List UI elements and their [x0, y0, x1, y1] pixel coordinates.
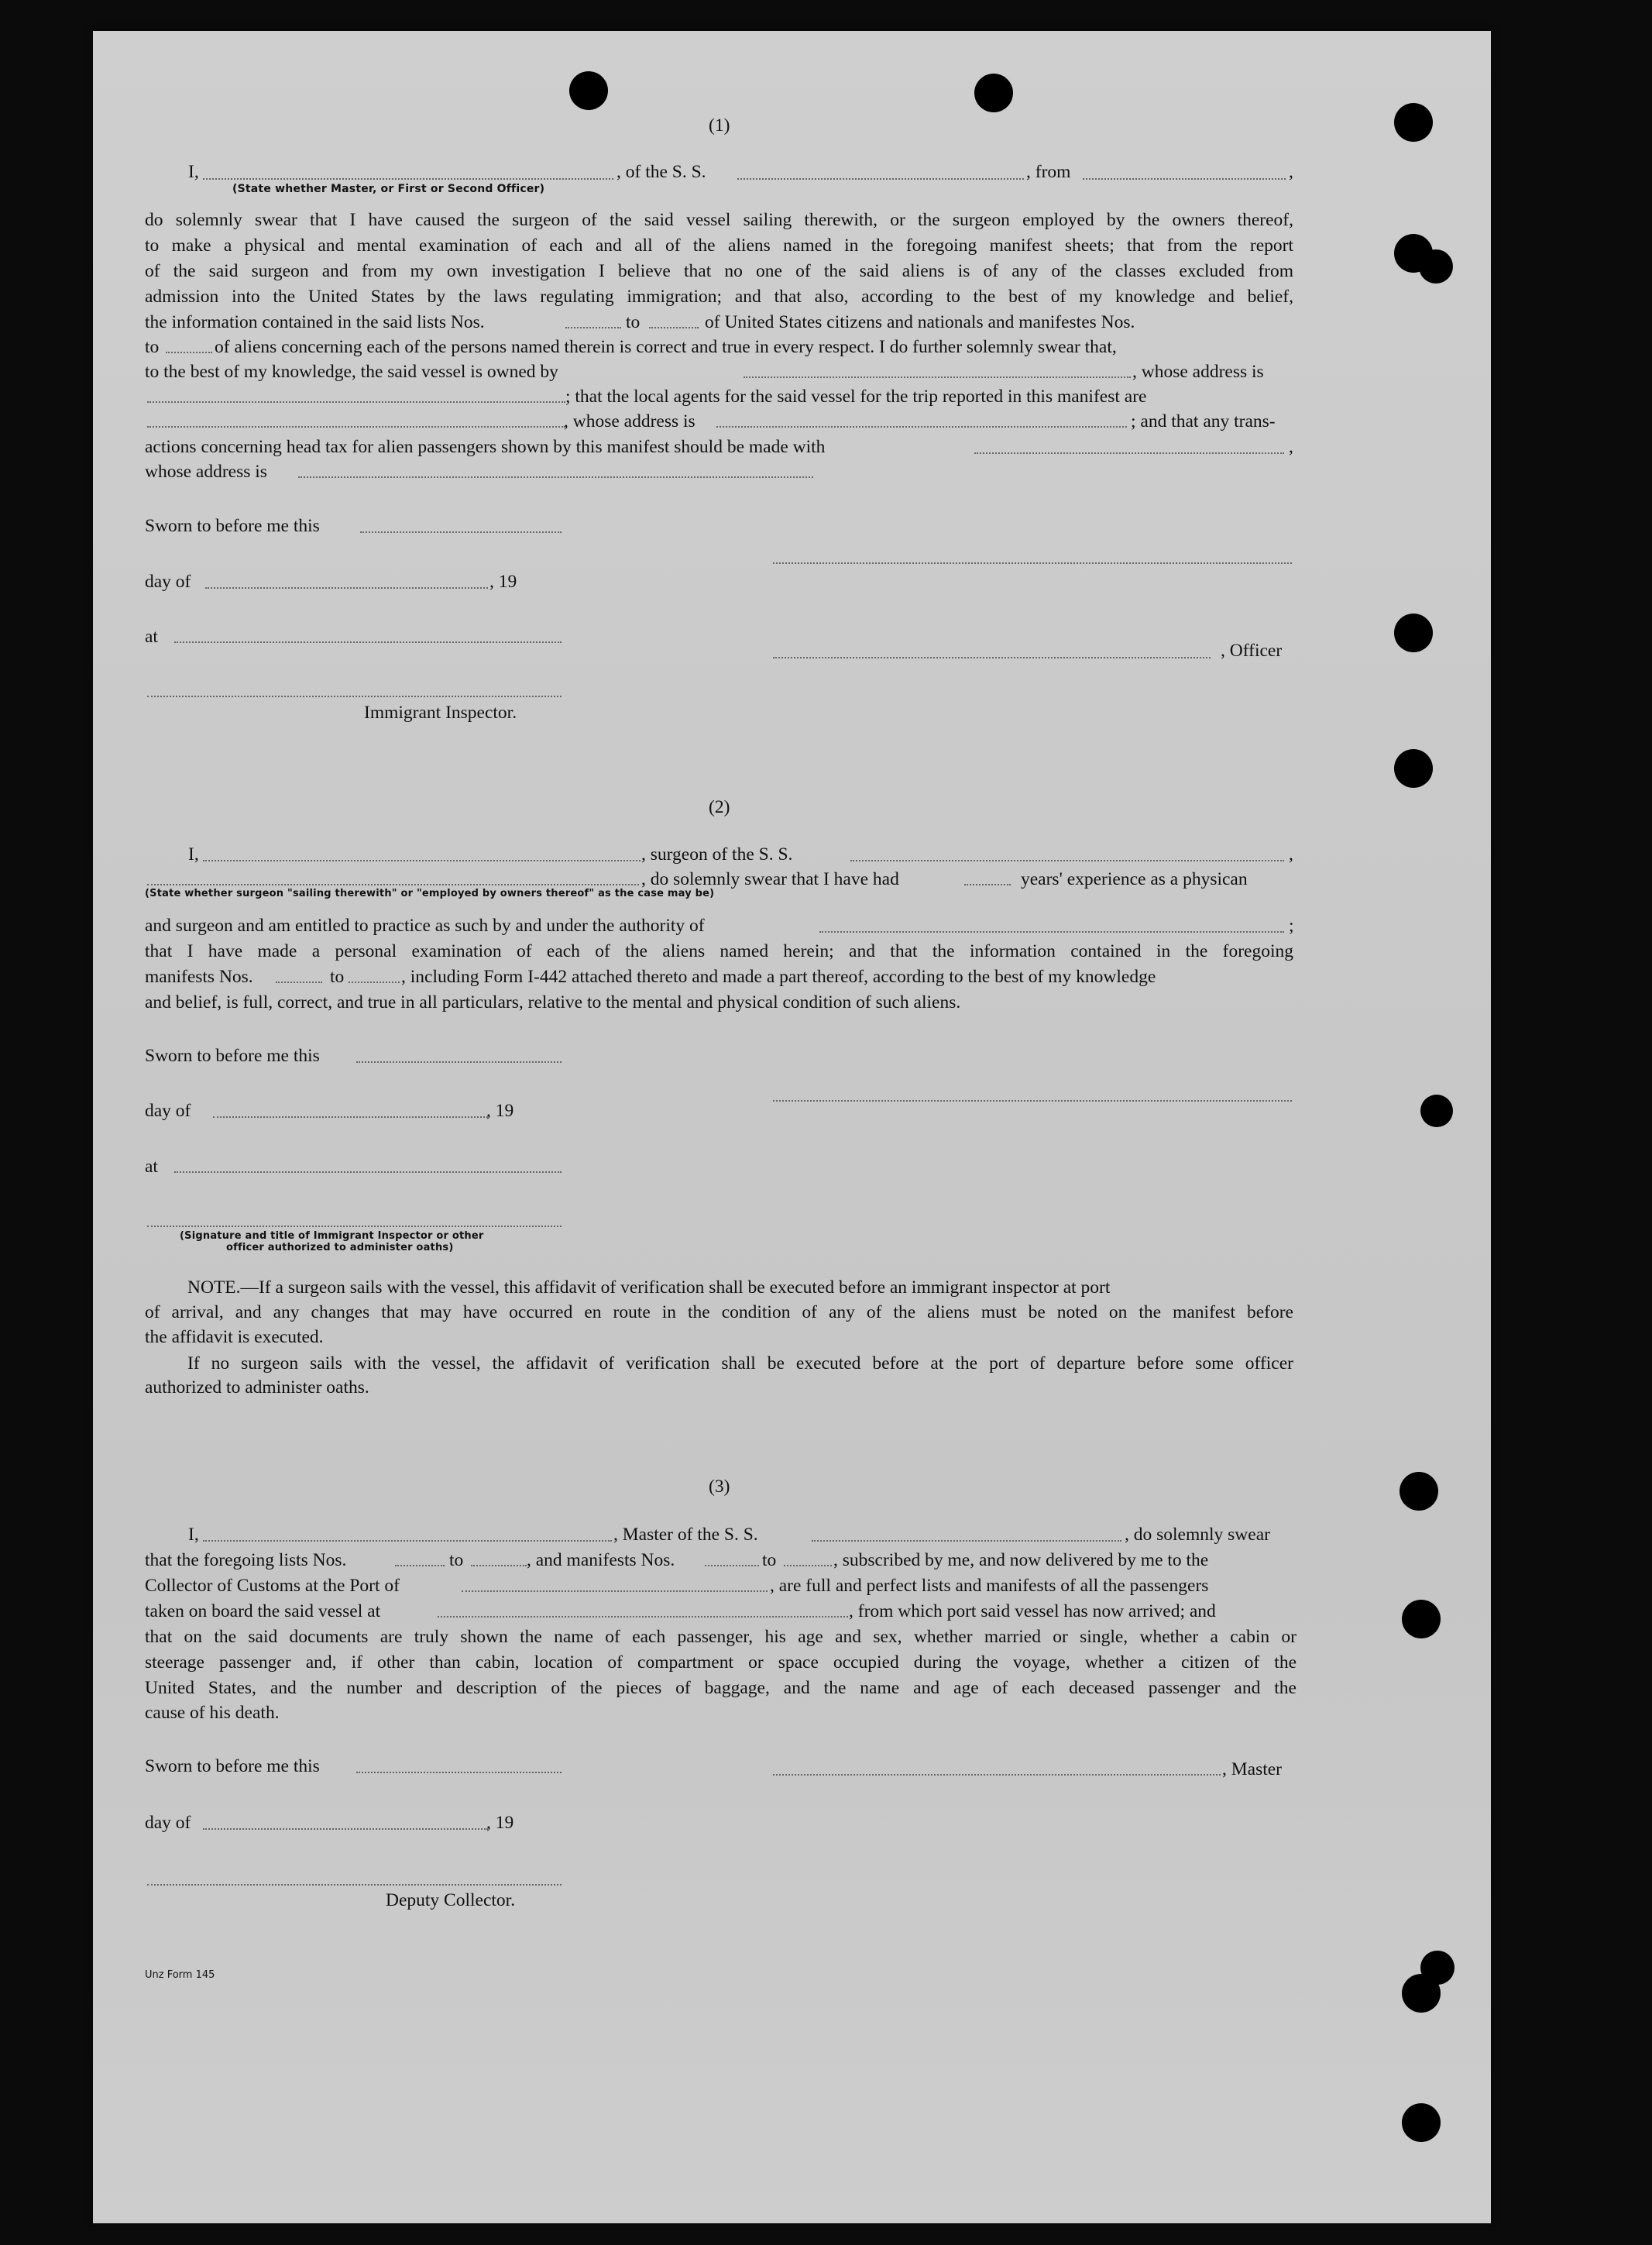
text-line: and belief, is full, correct, and true in all particulars, relative to the mental and physical condition of such aliens. — [145, 992, 961, 1012]
text-line: , do solemnly swear that I have had — [641, 869, 899, 889]
note-text: of arrival, and any changes that may have occurred en route in the condition of any of the aliens must be noted on the manifest before — [145, 1302, 1293, 1322]
text-line: Deputy Collector. — [386, 1890, 516, 1910]
text-line: that on the said documents are truly shown the name of each passenger, his age and sex, whether married or single, whether a cabin or — [145, 1627, 1297, 1647]
text-line: day of — [145, 1101, 191, 1121]
blank-field[interactable] — [744, 376, 1131, 378]
signature-line[interactable] — [773, 562, 1292, 564]
text-line: , 19 — [489, 572, 517, 592]
blank-field[interactable] — [349, 982, 400, 983]
punch-hole — [1402, 1974, 1441, 2013]
text-line: , from which port said vessel has now arrived; and — [849, 1601, 1216, 1621]
punch-hole — [974, 74, 1013, 112]
blank-field[interactable] — [964, 884, 1011, 885]
punch-hole — [1420, 1095, 1453, 1127]
text-line: Immigrant Inspector. — [364, 703, 517, 723]
blank-field[interactable] — [737, 178, 1024, 180]
field-hint: (State whether surgeon "sailing therewith" or "employed by owners thereof" as the case may be) — [145, 888, 715, 899]
text-line: admission into the United States by the laws regulating immigration; and that also, according to the best of my knowledge and belief, — [145, 287, 1293, 307]
text-line: to — [626, 312, 641, 332]
text-line: cause of his death. — [145, 1703, 280, 1723]
blank-field[interactable] — [203, 1828, 488, 1830]
text-line: ; and that any trans- — [1131, 411, 1276, 431]
blank-field[interactable] — [565, 327, 621, 328]
text-line: actions concerning head tax for alien passengers shown by this manifest should be made with — [145, 437, 826, 457]
punch-hole — [1402, 2103, 1441, 2142]
blank-field[interactable] — [784, 1565, 832, 1566]
blank-field[interactable] — [356, 1061, 562, 1063]
text-line: , do solemnly swear — [1125, 1525, 1270, 1545]
blank-field[interactable] — [819, 931, 1284, 933]
text-line: that I have made a personal examination of each of the aliens named herein; and that the information contained in the foregoing — [145, 941, 1293, 961]
text-line: , Master — [1222, 1759, 1283, 1779]
signature-hint: (Signature and title of Immigrant Inspector or other — [180, 1230, 484, 1242]
form-number: Unz Form 145 — [145, 1969, 215, 1981]
blank-field[interactable] — [174, 1171, 562, 1173]
blank-field[interactable] — [812, 1540, 1121, 1542]
text-line: , are full and perfect lists and manifests of all the passengers — [770, 1576, 1209, 1596]
text-line: to — [762, 1550, 777, 1570]
section-number: (1) — [709, 115, 730, 136]
section-number: (2) — [709, 797, 730, 817]
text-line: , surgeon of the S. S. — [641, 844, 793, 865]
field-hint: (State whether Master, or First or Second Officer) — [232, 183, 545, 195]
note-text: If no surgeon sails with the vessel, the affidavit of verification shall be executed before at the port of departure before some officer — [187, 1353, 1293, 1373]
signature-line[interactable] — [773, 1100, 1292, 1102]
text-line: to — [145, 337, 160, 357]
blank-field[interactable] — [395, 1565, 445, 1566]
text-line: to — [330, 967, 345, 987]
text-line: , — [1289, 162, 1293, 182]
blank-field[interactable] — [360, 531, 562, 533]
blank-field[interactable] — [174, 641, 562, 643]
text-line: ; — [1289, 916, 1294, 936]
punch-hole — [1394, 749, 1433, 788]
blank-field[interactable] — [462, 1590, 768, 1592]
blank-field[interactable] — [716, 426, 1127, 428]
text-line: day of — [145, 1813, 191, 1833]
punch-hole — [1394, 103, 1433, 142]
signature-line[interactable] — [773, 1774, 1221, 1776]
text-line: to make a physical and mental examination of each and all of the aliens named in the foregoing manifest sheets; that from the report — [145, 236, 1293, 256]
section-number: (3) — [709, 1477, 730, 1497]
text-line: , — [1289, 437, 1293, 457]
text-line: , — [1289, 844, 1293, 865]
text-line: , 19 — [486, 1101, 514, 1121]
blank-field[interactable] — [213, 1116, 488, 1118]
text-line: to — [449, 1550, 464, 1570]
text-line: to the best of my knowledge, the said vessel is owned by — [145, 362, 558, 382]
text-line: , Officer — [1221, 641, 1283, 661]
punch-hole — [1419, 249, 1453, 284]
punch-hole — [1402, 1600, 1441, 1638]
blank-field[interactable] — [276, 982, 322, 983]
blank-field[interactable] — [298, 476, 813, 478]
text-line: steerage passenger and, if other than cabin, location of compartment or space occupied during the voyage, whether a citizen of the — [145, 1652, 1297, 1673]
text-line: and surgeon and am entitled to practice as such by and under the authority of — [145, 916, 705, 936]
blank-field[interactable] — [203, 178, 613, 180]
text-line: Collector of Customs at the Port of — [145, 1576, 400, 1596]
blank-field[interactable] — [166, 352, 212, 353]
blank-field[interactable] — [974, 452, 1284, 454]
blank-field[interactable] — [471, 1565, 527, 1566]
text-line: day of — [145, 572, 191, 592]
text-line: , 19 — [486, 1813, 514, 1833]
text-line: that the foregoing lists Nos. — [145, 1550, 347, 1570]
blank-field[interactable] — [356, 1772, 562, 1773]
text-line: , including Form I-442 attached thereto and made a part thereof, according to the best of my knowledge — [401, 967, 1156, 987]
blank-field[interactable] — [1083, 178, 1286, 180]
text-line: of aliens concerning each of the persons named therein is correct and true in every respect. I do further solemnly swear that, — [215, 337, 1117, 357]
note-text: the affidavit is executed. — [145, 1327, 324, 1347]
punch-hole — [569, 71, 608, 110]
text-line: of the said surgeon and from my own investigation I believe that no one of the said aliens is of any of the classes excluded from — [145, 261, 1293, 281]
text-line: , Master of the S. S. — [613, 1525, 758, 1545]
text-line: Sworn to before me this — [145, 516, 320, 536]
blank-field[interactable] — [147, 401, 565, 403]
text-line: I, — [188, 844, 199, 865]
text-line: at — [145, 1157, 158, 1177]
signature-line[interactable] — [147, 1226, 562, 1227]
blank-field[interactable] — [147, 426, 565, 428]
text-line: whose address is — [145, 462, 267, 482]
text-line: do solemnly swear that I have caused the surgeon of the said vessel sailing therewith, or the surgeon employed by the owners thereof, — [145, 210, 1293, 230]
signature-hint: officer authorized to administer oaths) — [226, 1242, 454, 1253]
blank-field[interactable] — [850, 860, 1284, 861]
text-line: I, — [188, 162, 199, 182]
blank-field[interactable] — [649, 327, 699, 328]
text-line: , subscribed by me, and now delivered by me to the — [833, 1550, 1209, 1570]
blank-field[interactable] — [203, 860, 641, 861]
text-line: I, — [188, 1525, 199, 1545]
blank-field[interactable] — [147, 884, 639, 885]
text-line: Sworn to before me this — [145, 1756, 320, 1776]
text-line: , and manifests Nos. — [527, 1550, 675, 1570]
text-line: the information contained in the said lists Nos. — [145, 312, 485, 332]
signature-line[interactable] — [147, 696, 562, 697]
signature-line[interactable] — [147, 1884, 562, 1886]
punch-hole — [1400, 1472, 1438, 1511]
blank-field[interactable] — [438, 1616, 848, 1618]
note-text: NOTE.—If a surgeon sails with the vessel, this affidavit of verification shall be executed before an immigrant inspector at port — [187, 1277, 1111, 1298]
blank-field[interactable] — [203, 1540, 612, 1542]
text-line: at — [145, 627, 158, 647]
text-line: , of the S. S. — [616, 162, 706, 182]
text-line: Sworn to before me this — [145, 1046, 320, 1066]
punch-hole — [1394, 614, 1433, 652]
text-line: taken on board the said vessel at — [145, 1601, 381, 1621]
text-line: United States, and the number and description of the pieces of baggage, and the name and age of each deceased passenger and the — [145, 1678, 1297, 1698]
text-line: , from — [1026, 162, 1071, 182]
signature-line[interactable] — [773, 657, 1211, 658]
note-text: authorized to administer oaths. — [145, 1377, 369, 1398]
text-line: manifests Nos. — [145, 967, 253, 987]
text-line: of United States citizens and nationals and manifestes Nos. — [705, 312, 1135, 332]
text-line: , whose address is — [1132, 362, 1264, 382]
text-line: , whose address is — [564, 411, 695, 431]
text-line: years' experience as a physican — [1021, 869, 1248, 889]
text-line: ; that the local agents for the said vessel for the trip reported in this manifest are — [565, 387, 1147, 407]
blank-field[interactable] — [705, 1565, 759, 1566]
blank-field[interactable] — [205, 587, 488, 589]
